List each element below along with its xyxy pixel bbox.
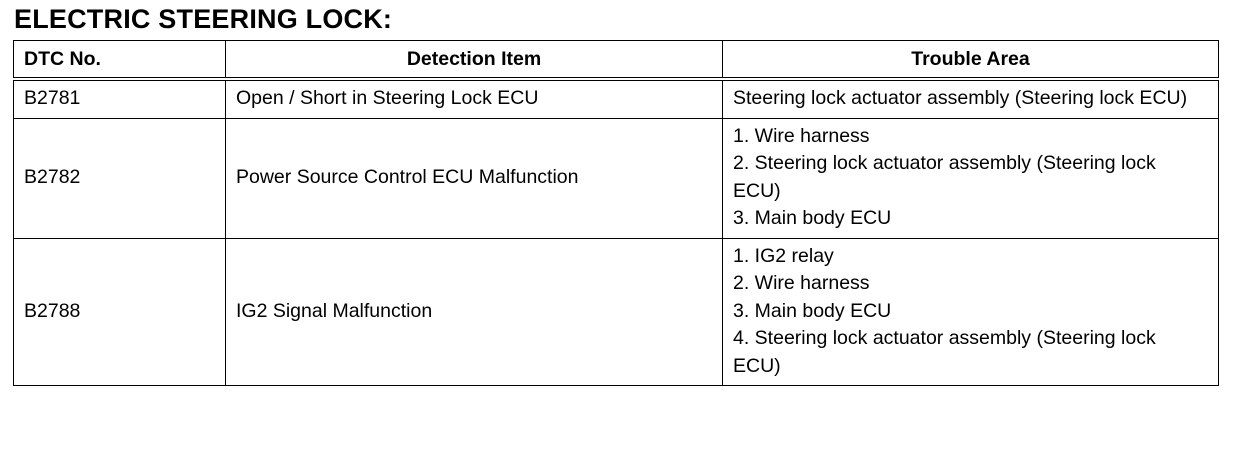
page-title: ELECTRIC STEERING LOCK: [14,4,393,34]
trouble-area-item: 1. Wire harness [733,124,870,147]
trouble-area-item: 3. Main body ECU [733,299,892,322]
dtc-code: B2782 [14,118,226,238]
table-header-row [14,41,1219,80]
trouble-area [723,118,1219,238]
detection-item: IG2 Signal Malfunction [226,238,723,386]
dtc-table [13,40,1219,386]
trouble-area-item: 3. Main body ECU [733,207,892,229]
dtc-code: B2781 [14,79,226,118]
dtc-code: B2788 [14,238,226,386]
detection-item: Open / Short in Steering Lock ECU [226,79,723,118]
trouble-area [723,79,1219,118]
table-row [14,79,1219,118]
table-row [14,238,1219,386]
detection-item: Power Source Control ECU Malfunction [226,118,723,238]
trouble-area-item: Steering lock actuator assembly (Steering lock ECU) [733,87,1188,109]
trouble-area [723,238,1219,386]
trouble-area-item: 2. Steering lock actuator assembly (Steering lock ECU) [733,152,1156,202]
trouble-area-item: 2. Wire harness [733,272,870,294]
trouble-area-item: 1. IG2 relay [733,244,834,267]
trouble-area-item: 4. Steering lock actuator assembly (Steering lock ECU) [733,327,1156,377]
header-dtc-no: DTC No. [14,41,226,80]
header-trouble-area: Trouble Area [723,41,1219,80]
table-row [14,118,1219,238]
header-detection-item: Detection Item [226,41,723,80]
